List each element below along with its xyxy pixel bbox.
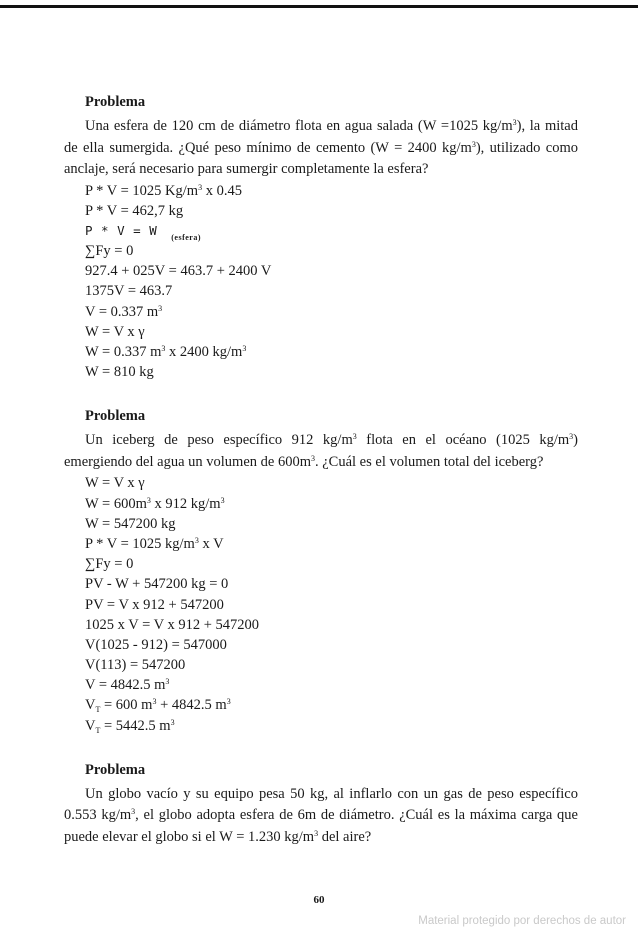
top-rule: [0, 5, 638, 8]
equation-line: $W = 600m^3$ x 912 $kg/m^3$: [85, 495, 225, 512]
equation-line-vt: [85, 695, 578, 715]
equation-line: W = 0.337 $m^3$ x 2400 $kg/m^3$: [85, 344, 247, 360]
equation-rest: = 5442.5 $m^3$: [100, 717, 175, 734]
equation-line: P * V = 1025 $Kg/m^3$ x 0.45: [85, 182, 242, 199]
problem-statement: Un iceberg de peso específico 912 $kg/m^3$ flota en el océano (1025 $kg/m^3$) emergiendo del agua un volumen de $600m^3$. ¿Cuál es el volumen total del iceberg?: [64, 432, 579, 470]
equation-line: W = V x γ: [85, 323, 145, 340]
equation-rest: = 600 $m^3 + 4842.5$ $m^3$: [100, 697, 231, 714]
equation-line: 927.4 + 025V = 463.7 + 2400 V: [85, 263, 272, 280]
problem-3: [64, 760, 578, 849]
equation-line: P * V = 1025 $kg/m^3$ x V: [85, 535, 224, 552]
solution-steps: [64, 473, 578, 735]
equation-line: 1375V = 463.7: [85, 283, 173, 300]
equation-line: V = 4842.5 $m^3$: [85, 677, 170, 694]
equation-line: PV - W + 547200 kg = 0: [85, 576, 229, 593]
equation-line: P * V = 462,7 kg: [85, 202, 184, 219]
problem-2: [64, 406, 578, 735]
equation-line: V = 0.337 $m^3$: [85, 303, 163, 320]
problem-statement: Un globo vacío y su equipo pesa 50 kg, al inflarlo con un gas de peso específico 0.553 $kg/m^3$, el globo adopta esfera de 6m de diámetro. ¿Cuál es la máxima carga que puede elevar el globo si el W = 1.230 $kg/m^3$ del aire?: [64, 785, 578, 845]
equation-line: W = V x γ: [85, 475, 145, 492]
solution-steps: [64, 181, 578, 383]
equation-v: V: [85, 717, 96, 734]
page-content: [64, 92, 578, 848]
equation-line: ∑Fy = 0: [85, 243, 134, 260]
problem-statement: Una esfera de 120 cm de diámetro flota en agua salada (W =1025 $kg/m^3$), la mitad de ella sumergida. ¿Qué peso mínimo de cemento (W = 2400 $kg/m^3$), utilizado como anclaje, será necesario para sumergir completamente la esfera?: [64, 118, 579, 177]
equation-line-vt: [85, 716, 578, 736]
problem-heading: Problema: [85, 761, 146, 778]
page-number: 60: [313, 894, 325, 906]
equation-line: [85, 221, 578, 241]
equation-line: W = 810 kg: [85, 364, 154, 381]
equation-line: PV = V x 912 + 547200: [85, 596, 224, 613]
equation-subscript: (esfera): [171, 232, 201, 242]
problem-heading: Problema: [85, 408, 146, 425]
problem-1: [64, 92, 578, 382]
equation-line: 1025 x V = V x 912 + 547200: [85, 616, 259, 633]
equation-line: V(1025 - 912) = 547000: [85, 636, 227, 653]
equation-v: V: [85, 697, 96, 714]
problem-heading: Problema: [85, 94, 146, 110]
equation-text: P * V = W: [85, 222, 158, 238]
equation-line: W = 547200 kg: [85, 515, 176, 532]
equation-line: ∑Fy = 0: [85, 556, 134, 573]
equation-subscript-t: T: [95, 725, 101, 735]
equation-line: V(113) = 547200: [85, 657, 186, 674]
equation-subscript-t: T: [95, 705, 101, 715]
copyright-watermark: Material protegido por derechos de autor: [418, 915, 626, 927]
